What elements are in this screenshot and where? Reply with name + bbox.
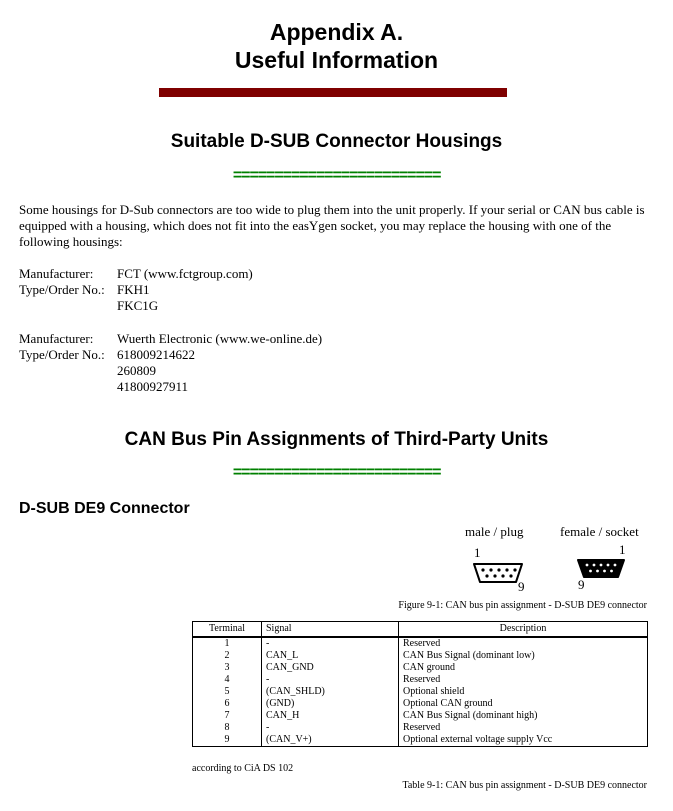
manufacturer-label: Manufacturer:: [19, 331, 94, 346]
table-header-row: [193, 622, 648, 638]
female-connector-icon: [575, 557, 627, 581]
description-cell: Optional external voltage supply Vcc: [399, 734, 648, 747]
description-cell: Reserved: [399, 674, 648, 686]
male-pin-1-label: 1: [474, 545, 481, 560]
manufacturer-value: Wuerth Electronic (www.we-online.de): [117, 331, 323, 346]
table-row: [193, 662, 648, 674]
terminal-cell: 1: [193, 637, 262, 650]
table-row: [193, 637, 648, 650]
table-row: [193, 710, 648, 722]
column-header-terminal: Terminal: [193, 622, 262, 638]
table-row: [193, 674, 648, 686]
column-header-description: Description: [399, 622, 648, 638]
terminal-cell: 6: [193, 698, 262, 710]
signal-cell: (GND): [262, 698, 399, 710]
description-cell: CAN Bus Signal (dominant high): [399, 710, 648, 722]
description-cell: Reserved: [399, 722, 648, 734]
manufacturer-value: FCT (www.fctgroup.com): [117, 266, 253, 281]
male-pin-9-label: 9: [518, 579, 525, 594]
description-cell: Optional CAN ground: [399, 698, 648, 710]
subheading-de9: D-SUB DE9 Connector: [19, 500, 190, 517]
description-cell: Optional shield: [399, 686, 648, 698]
female-pin-1-label: 1: [619, 542, 626, 557]
type-order-value: 260809: [117, 363, 156, 378]
description-cell: Reserved: [399, 637, 648, 650]
terminal-cell: 5: [193, 686, 262, 698]
appendix-title-line2: Useful Information: [234, 47, 439, 73]
female-pin-9-label: 9: [578, 577, 585, 592]
appendix-title-line1: Appendix A.: [269, 19, 404, 45]
table-caption: Table 9-1: CAN bus pin assignment - D-SUB DE9 connector: [402, 780, 647, 791]
terminal-cell: 9: [193, 734, 262, 747]
terminal-cell: 4: [193, 674, 262, 686]
table-row: [193, 698, 648, 710]
male-connector-icon: [470, 560, 526, 586]
male-plug-label: male / plug: [465, 524, 524, 539]
signal-cell: CAN_GND: [262, 662, 399, 674]
description-cell: CAN ground: [399, 662, 648, 674]
female-socket-label: female / socket: [560, 524, 639, 539]
type-order-label: Type/Order No.:: [19, 282, 105, 297]
table-row: [193, 686, 648, 698]
signal-cell: CAN_L: [262, 650, 399, 662]
signal-cell: (CAN_SHLD): [262, 686, 399, 698]
type-order-value: 618009214622: [117, 347, 195, 362]
table-row: [193, 722, 648, 734]
pin-assignment-table: [192, 621, 648, 747]
terminal-cell: 8: [193, 722, 262, 734]
type-order-value: FKH1: [117, 282, 150, 297]
terminal-cell: 2: [193, 650, 262, 662]
table-row: [193, 650, 648, 662]
title-divider: [159, 88, 507, 97]
terminal-cell: 7: [193, 710, 262, 722]
figure-caption: Figure 9-1: CAN bus pin assignment - D-SUB DE9 connector: [398, 600, 647, 611]
signal-cell: CAN_H: [262, 710, 399, 722]
column-header-signal: Signal: [262, 622, 399, 638]
table-row: [193, 734, 648, 747]
terminal-cell: 3: [193, 662, 262, 674]
section-divider-can-pins: =========================: [232, 465, 441, 481]
section-divider-housings: =========================: [232, 168, 441, 184]
signal-cell: (CAN_V+): [262, 734, 399, 747]
section-heading-can-pins: CAN Bus Pin Assignments of Third-Party Units: [124, 429, 549, 450]
housings-intro-paragraph: Some housings for D-Sub connectors are too wide to plug them into the unit properly. If your serial or CAN bus cable is equipped with a housing, which does not fit into the easYgen socket, you may replace the housing with one of the following housings:: [19, 202, 645, 249]
manufacturer-label: Manufacturer:: [19, 266, 94, 281]
description-cell: CAN Bus Signal (dominant low): [399, 650, 648, 662]
type-order-value: 41800927911: [117, 379, 189, 394]
type-order-label: Type/Order No.:: [19, 347, 105, 362]
signal-cell: -: [262, 674, 399, 686]
section-heading-housings: Suitable D-SUB Connector Housings: [170, 131, 503, 152]
signal-cell: -: [262, 637, 399, 650]
table-footnote: according to CiA DS 102: [192, 763, 294, 774]
type-order-value: FKC1G: [117, 298, 159, 313]
signal-cell: -: [262, 722, 399, 734]
